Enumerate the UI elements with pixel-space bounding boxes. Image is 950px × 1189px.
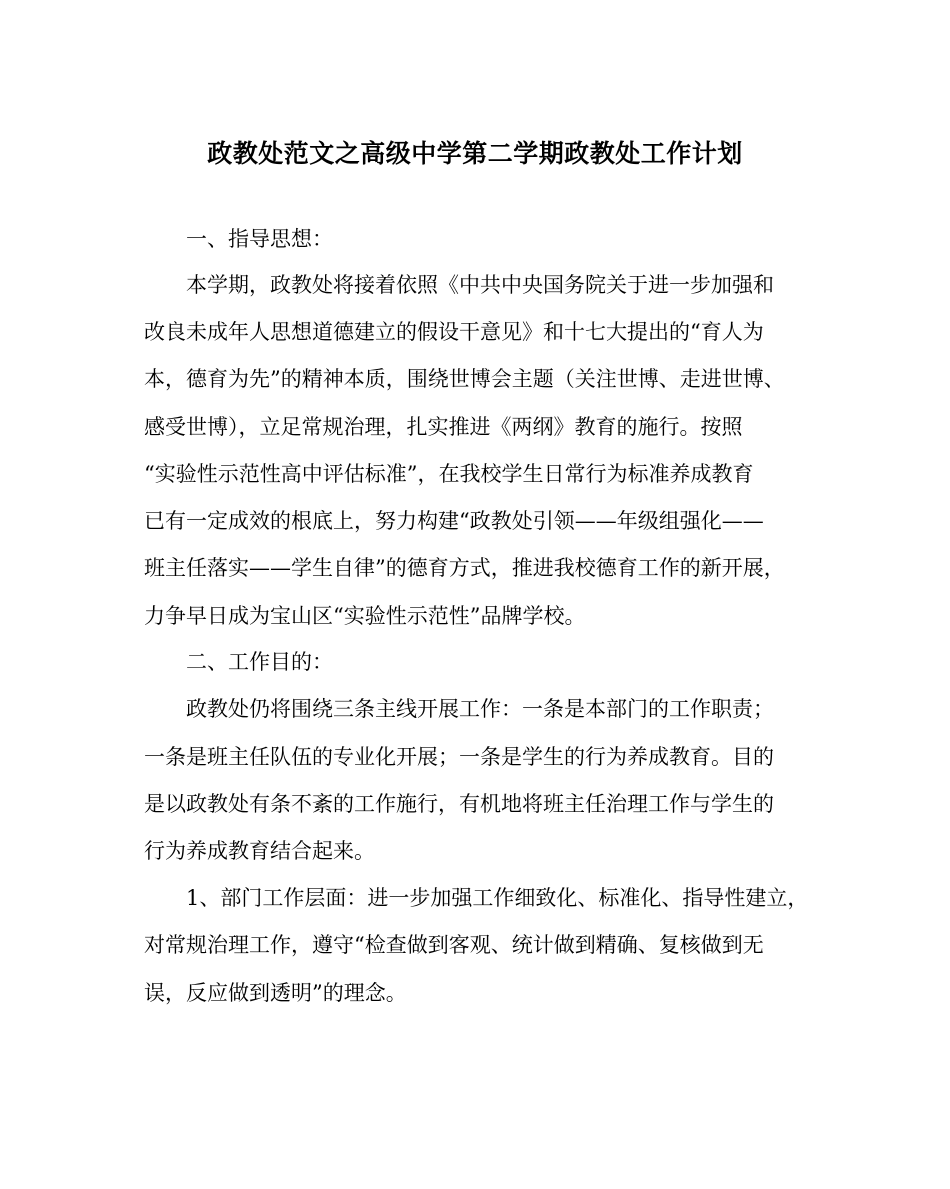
paragraph-line: 已有一定成效的根底上，努力构建“政教处引领——年级组强化—— — [144, 509, 764, 533]
paragraph-line: 政教处仍将围绕三条主线开展工作：一条是本部门的工作职责； — [186, 697, 774, 721]
paragraph-line: 一条是班主任队伍的专业化开展；一条是学生的行为养成教育。目的 — [144, 745, 774, 769]
paragraph-line: 本学期，政教处将接着依照《中共中央国务院关于进一步加强和 — [186, 273, 774, 297]
paragraph-line: 行为养成教育结合起来。 — [144, 839, 375, 863]
paragraph-line: 力争早日成为宝山区“实验性示范性”品牌学校。 — [144, 604, 586, 628]
paragraph-line: “实验性示范性高中评估标准”，在我校学生日常行为标准养成教育 — [144, 462, 754, 486]
paragraph-line: 误，反应做到透明”的理念。 — [144, 981, 407, 1005]
paragraph-line: 1、部门工作层面：进一步加强工作细致化、标准化、指导性建立， — [186, 886, 809, 910]
paragraph-line: 改良未成年人思想道德建立的假设干意见》和十七大提出的“育人为 — [144, 320, 764, 344]
paragraph-line: 是以政教处有条不紊的工作施行，有机地将班主任治理工作与学生的 — [144, 792, 774, 816]
section-heading-work-goals: 二、工作目的： — [186, 650, 333, 674]
paragraph-line: 感受世博），立足常规治理，扎实推进《两纲》教育的施行。按照 — [144, 415, 743, 439]
paragraph-line: 本，德育为先”的精神本质，围绕世博会主题（关注世博、走进世博、 — [144, 367, 785, 391]
paragraph-line: 对常规治理工作，遵守“检查做到客观、统计做到精确、复核做到无 — [144, 933, 764, 957]
section-heading-guiding-ideology: 一、指导思想： — [186, 227, 333, 251]
paragraph-line: 班主任落实——学生自律”的德育方式，推进我校德育工作的新开展， — [144, 556, 785, 580]
page-title: 政教处范文之高级中学第二学期政教处工作计划 — [207, 139, 743, 168]
